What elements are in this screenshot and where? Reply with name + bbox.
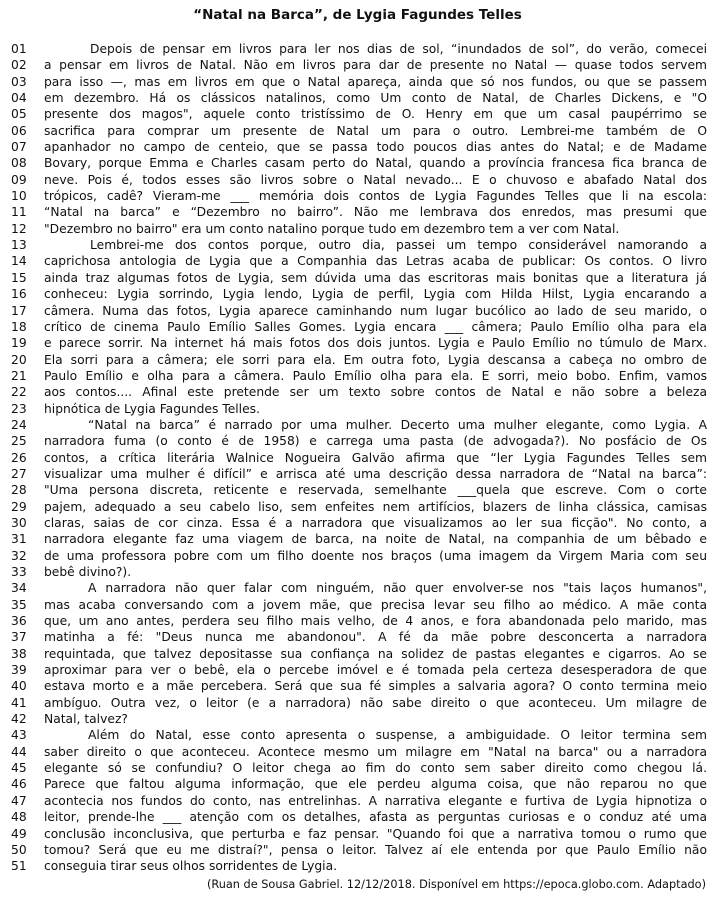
line-text: requintada, que talvez depositasse sua confiança na solidez de pastas elegantes e cigarros. Ao se	[44, 646, 707, 661]
text-line	[0, 221, 715, 237]
line-number: 16	[11, 287, 27, 302]
text-line	[0, 531, 715, 547]
text-line	[0, 580, 715, 596]
text-line	[0, 809, 715, 825]
text-line	[0, 613, 715, 629]
line-number: 47	[11, 793, 27, 808]
text-line	[0, 335, 715, 351]
line-number: 50	[11, 842, 27, 857]
line-number: 39	[11, 663, 27, 678]
line-number: 48	[11, 810, 27, 825]
line-number: 28	[11, 483, 27, 498]
line-text: narradora elegante faz uma viagem de barca, na noite de Natal, na companhia de um bêbado e	[44, 532, 707, 547]
line-number: 51	[11, 859, 27, 874]
line-text: visualizar uma mulher é difícil” e arrisca até uma descrição dessa narradora de “Natal na barca”:	[44, 466, 707, 481]
line-number: 49	[11, 826, 27, 841]
line-text: Lembrei-me dos contos porque, outro dia, passei um tempo considerável namorando a	[90, 238, 707, 253]
line-text: Além do Natal, esse conto apresenta o suspense, a ambiguidade. O leitor termina sem	[88, 728, 707, 743]
text-line	[0, 776, 715, 792]
text-line	[0, 352, 715, 368]
line-number: 15	[11, 270, 27, 285]
text-line	[0, 74, 715, 90]
line-text: crítico de cinema Paulo Emílio Salles Gomes. Lygia encara ___ câmera; Paulo Emílio olha para ela	[44, 319, 707, 334]
line-number: 17	[11, 303, 27, 318]
line-number: 40	[11, 679, 27, 694]
text-line	[0, 727, 715, 743]
line-number: 08	[11, 156, 27, 171]
line-text: Natal, talvez?	[44, 712, 128, 727]
line-text: Parece que faltou alguma informação, que ele perdeu alguma coisa, que não reparou no que	[44, 777, 707, 792]
line-number: 04	[11, 91, 27, 106]
text-line	[0, 515, 715, 531]
line-number: 34	[11, 581, 27, 596]
line-text: “Natal na barca” é narrado por uma mulher. Decerto uma mulher elegante, como Lygia. A	[88, 417, 707, 432]
line-text: narradora fuma (o conto é de 1958) e carrega uma pasta (de advogada?). No posfácio de Os	[44, 434, 707, 449]
text-line	[0, 123, 715, 139]
line-number: 10	[11, 189, 27, 204]
line-text: “Natal na barca” e “Dezembro no bairro”. Não me lembrava dos enredos, mas presumi que	[44, 205, 707, 220]
text-line	[0, 172, 715, 188]
text-line	[0, 482, 715, 498]
line-text: apanhador no campo de centeio, que se passa todo poucos dias antes do Natal; e de Madame	[44, 140, 707, 155]
line-number: 18	[11, 319, 27, 334]
line-text: matinha a fé: "Deus nunca me abandonou". A fé da mãe pobre desconcerta a narradora	[44, 630, 707, 645]
line-text: conclusão inconclusiva, que perturba e faz pensar. "Quando foi que a narrativa tomou o rumo que	[44, 826, 707, 841]
text-line	[0, 548, 715, 564]
line-text: Ela sorri para a câmera; ele sorri para ela. Em outra foto, Lygia descansa a cabeça no ombro de	[44, 352, 707, 367]
text-line	[0, 155, 715, 171]
text-line	[0, 270, 715, 286]
text-line	[0, 368, 715, 384]
text-line	[0, 597, 715, 613]
line-text: pajem, adequado a seu cabelo liso, sem enfeites nem artifícios, blazers de linha clássica, camisas	[44, 499, 707, 514]
text-line	[0, 303, 715, 319]
text-line	[0, 858, 715, 874]
line-number: 02	[11, 58, 27, 73]
line-text: "Dezembro no bairro" era um conto natalino porque tudo em dezembro tem a ver com Natal.	[44, 221, 620, 236]
line-text: em dezembro. Há os clássicos natalinos, como Um conto de Natal, de Charles Dickens, e "O	[44, 91, 707, 106]
line-number: 23	[11, 401, 27, 416]
line-text: câmera. Numa das fotos, Lygia aparece caminhando num lugar bucólico ao lado de seu marido, o	[44, 303, 707, 318]
text-line	[0, 842, 715, 858]
line-text: tomou? Será que eu me distraí?", pensa o leitor. Talvez aí ele entenda por que Paulo Emílio não	[44, 842, 707, 857]
text-line	[0, 564, 715, 580]
line-number: 05	[11, 107, 27, 122]
line-text: mas acaba conversando com a jovem mãe, que precisa levar seu filho ao médico. A mãe conta	[44, 597, 707, 612]
line-text: conseguia tirar seus olhos sorridentes de Lygia.	[44, 859, 338, 874]
line-number: 42	[11, 712, 27, 727]
line-text: estava morto e a mãe percebera. Será que sua fé simples a salvaria agora? O conto termina meio	[44, 679, 707, 694]
text-line	[0, 384, 715, 400]
line-text: elegante só se confundiu? O leitor chega ao fim do conto sem saber direito como chegou lá.	[44, 761, 707, 776]
text-line	[0, 319, 715, 335]
line-text: claras, saias de cor cinza. Essa é a narradora que visualizamos ao ler sua ficção". No conto, a	[44, 515, 707, 530]
text-line	[0, 760, 715, 776]
line-text: a pensar em livros de Natal. Não em livros para dar de presente no Natal — quase todos servem	[44, 58, 707, 73]
line-number: 25	[11, 434, 27, 449]
line-number: 21	[11, 368, 27, 383]
line-text: ambíguo. Outra vez, o leitor (e a narradora) não sabe direito o que aconteceu. Um milagre de	[44, 695, 707, 710]
line-text: bebê divino?).	[44, 565, 132, 579]
text-line	[0, 499, 715, 515]
line-number: 35	[11, 597, 27, 612]
line-number: 32	[11, 548, 27, 563]
line-number: 29	[11, 499, 27, 514]
line-number: 09	[11, 172, 27, 187]
numbered-text-body	[0, 41, 715, 875]
line-text: A narradora não quer falar com ninguém, não quer envolver-se nos "tais laços humanos",	[88, 581, 707, 596]
line-text: contos, a crítica literária Walnice Nogueira Galvão afirma que “ler Lygia Fagundes Telles sem	[44, 450, 707, 465]
line-number: 36	[11, 614, 27, 629]
text-line	[0, 433, 715, 449]
line-text: Depois de pensar em livros para ler nos dias de sol, “inundados de sol”, do verão, comecei	[90, 42, 707, 56]
text-line	[0, 139, 715, 155]
line-number: 22	[11, 385, 27, 400]
text-line	[0, 450, 715, 466]
text-line	[0, 744, 715, 760]
line-number: 01	[11, 42, 27, 56]
line-text: e parece sorrir. Na internet há mais fotos dos dois juntos. Lygia e Paulo Emílio no túmulo de Marx.	[44, 336, 707, 351]
line-number: 37	[11, 630, 27, 645]
line-number: 46	[11, 777, 27, 792]
line-number: 07	[11, 140, 27, 155]
line-number: 43	[11, 728, 27, 743]
text-line	[0, 711, 715, 727]
line-text: para isso —, mas em livros em que o Natal apareça, ainda que só nos fundos, ou que se passem	[44, 74, 707, 89]
text-line	[0, 629, 715, 645]
line-number: 03	[11, 74, 27, 89]
text-line	[0, 646, 715, 662]
line-text: de uma professora pobre com um filho doente nos braços (uma imagem da Virgem Maria com seu	[44, 548, 707, 563]
text-line	[0, 286, 715, 302]
text-line	[0, 678, 715, 694]
line-text: ainda traz algumas fotos de Lygia, sem dúvida uma das escritoras mais bonitas que a literatura já	[44, 270, 707, 285]
text-line	[0, 662, 715, 678]
line-number: 38	[11, 646, 27, 661]
text-line	[0, 237, 715, 253]
line-number: 13	[11, 238, 27, 253]
line-text: conheceu: Lygia sorrindo, Lygia lendo, Lygia de perfil, Lygia com Hilda Hilst, Lygia encarando a	[44, 287, 707, 302]
line-number: 27	[11, 466, 27, 481]
text-line	[0, 188, 715, 204]
line-number: 12	[11, 221, 27, 236]
line-number: 45	[11, 761, 27, 776]
text-line	[0, 106, 715, 122]
line-text: aos contos.... Afinal este pretende ser um texto sobre contos de Natal e não sobre a beleza	[44, 385, 707, 400]
line-text: hipnótica de Lygia Fagundes Telles.	[44, 401, 260, 416]
line-number: 24	[11, 417, 27, 432]
line-number: 30	[11, 515, 27, 530]
line-text: presente dos magos", aquele conto tristíssimo de O. Henry em que um casal paupérrimo se	[44, 107, 707, 122]
text-line	[0, 826, 715, 842]
line-text: caprichosa antologia de Lygia que a Companhia das Letras acaba de publicar: Os contos. O livro	[44, 254, 707, 269]
line-text: sacrifica para comprar um presente de Natal um para o outro. Lembrei-me também de O	[44, 123, 707, 138]
text-line	[0, 695, 715, 711]
line-number: 44	[11, 744, 27, 759]
line-text: saber direito o que aconteceu. Acontece mesmo um milagre em "Natal na barca" ou a narradora	[44, 744, 707, 759]
text-line	[0, 41, 715, 57]
text-line	[0, 204, 715, 220]
line-number: 06	[11, 123, 27, 138]
line-number: 14	[11, 254, 27, 269]
line-text: Paulo Emílio e olha para a câmera. Paulo Emílio olha para ela. E sorri, meio bobo. Enfim, vamos	[44, 368, 707, 383]
text-line	[0, 401, 715, 417]
line-text: trópicos, cadê? Vieram-me ___ memória dois contos de Lygia Fagundes Telles que li na escola:	[44, 189, 707, 204]
line-text: neve. Pois é, todos esses são livros sobre o Natal nevado... E o chuvoso e abafado Natal dos	[44, 172, 707, 187]
line-text: "Uma persona discreta, reticente e reservada, semelhante ___quela que escreve. Com o corte	[44, 483, 707, 498]
line-number: 26	[11, 450, 27, 465]
line-text: leitor, prende-lhe ___ atenção com os detalhes, afasta as perguntas curiosas e o conduz até uma	[44, 810, 707, 825]
line-text: Bovary, porque Emma e Charles casam perto do Natal, quando a província francesa fica branca de	[44, 156, 707, 171]
line-number: 33	[11, 565, 27, 579]
line-number: 41	[11, 695, 27, 710]
line-number: 11	[11, 205, 27, 220]
line-number: 19	[11, 336, 27, 351]
line-text: que, um ano antes, perdera seu filho mais velho, de 4 anos, e fora abandonada pelo marido, mas	[44, 614, 707, 629]
text-line	[0, 253, 715, 269]
text-line	[0, 57, 715, 73]
text-line	[0, 90, 715, 106]
line-text: acontecia nos fundos do conto, nas entrelinhas. A narrativa elegante e furtiva de Lygia hipnotiza o	[44, 793, 707, 808]
line-number: 31	[11, 532, 27, 547]
line-text: aproximar para ver o bebê, ela o percebe imóvel e é tomada pela certeza desesperadora de que	[44, 663, 707, 678]
source-citation: (Ruan de Sousa Gabriel. 12/12/2018. Disponível em https://epoca.globo.com. Adaptado)	[206, 878, 706, 891]
line-number: 20	[11, 352, 27, 367]
text-line	[0, 466, 715, 482]
document-title: “Natal na Barca”, de Lygia Fagundes Telles	[193, 7, 522, 23]
text-line	[0, 417, 715, 433]
text-line	[0, 793, 715, 809]
